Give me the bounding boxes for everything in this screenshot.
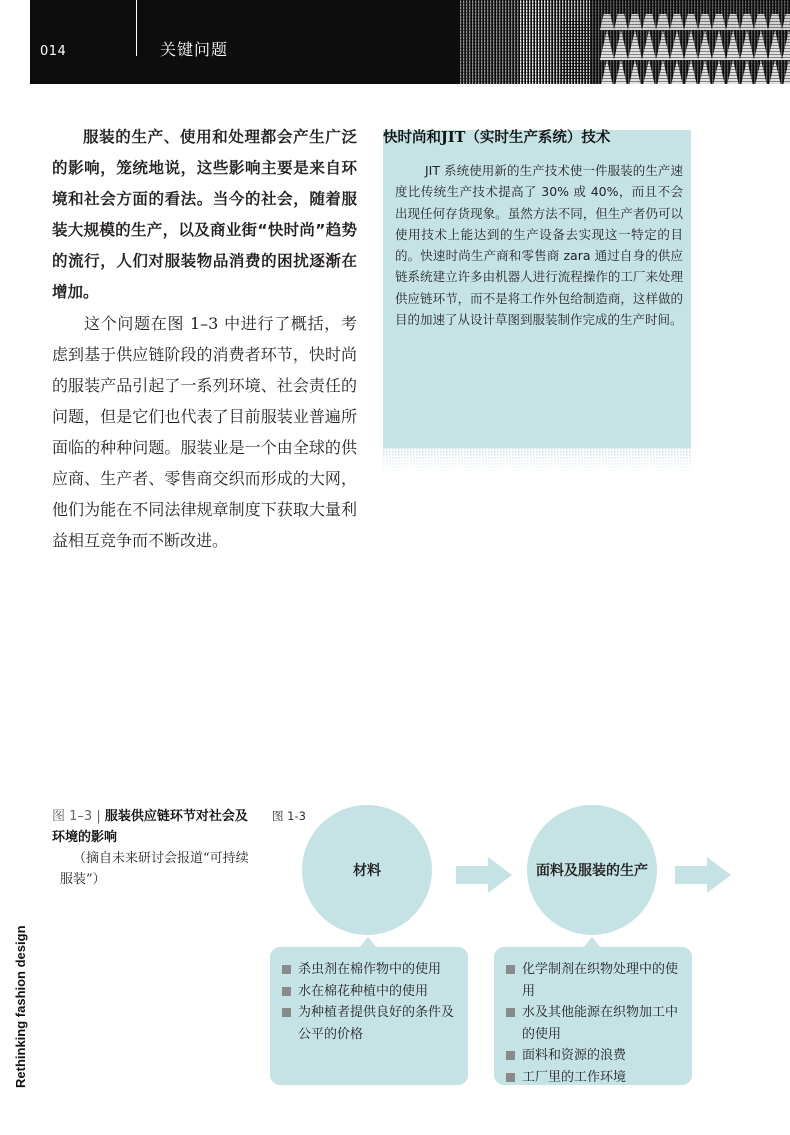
- impact-item: 化学制剂在织物处理中的使用: [506, 959, 682, 1002]
- impact-list: [494, 947, 692, 1088]
- figure-separator: |: [96, 809, 101, 824]
- stage-panel-materials: [270, 947, 468, 1085]
- sidebox-halftone-edge: [383, 448, 691, 474]
- stage-label: 面料及服装的生产: [536, 863, 648, 879]
- sidebox-title: 快时尚和JIT（实时生产系统）技术: [383, 129, 611, 146]
- section-title: 关键问题: [160, 40, 229, 59]
- impact-list: [270, 947, 468, 1045]
- figure-label: 图 1-3: [272, 809, 306, 823]
- page-number: 014: [40, 44, 67, 59]
- stage-label: 材料: [353, 863, 381, 879]
- impact-item: 为种植者提供良好的条件及公平的价格: [282, 1002, 458, 1045]
- impact-item: 杀虫剂在棉作物中的使用: [282, 959, 458, 981]
- book-title-vertical: Rethinking fashion design: [13, 925, 28, 1088]
- arrow-right-icon: [675, 857, 731, 893]
- impact-item: 面料和资源的浪费: [506, 1045, 682, 1067]
- stage-circle-fabric-garment-production: [527, 805, 657, 935]
- arrow-right-icon: [456, 857, 512, 893]
- lead-paragraph: 服装的生产、使用和处理都会产生广泛的影响，笼统地说，这些影响主要是来自环境和社会方面的看法。当今的社会，随着服装大规模的生产，以及商业街“快时尚”趋势的流行，人们对服装物品消费的困扰逐渐在增加。: [52, 128, 357, 301]
- sidebox-text: [395, 160, 683, 330]
- impact-item: 工厂里的工作环境: [506, 1067, 682, 1089]
- figure-source: （摘自未来研讨会报道“可持续服装”）: [60, 851, 249, 887]
- sidebox-paragraph: JIT 系统使用新的生产技术使一件服装的生产速度比传统生产技术提高了 30% 或 40%，而且不会出现任何存货现象。虽然方法不同，但生产者仍可以使用技术上能达到的生产设备去实现这一特定的目的。快速时尚生产商和零售商 zara 通过自身的供应链系统建立许多由机器人进行流程操作的工厂来处理供应链环节，而不是将工作外包给制造商，这样做的目的加速了从设计草图到服装制作完成的生产时间。: [395, 163, 683, 328]
- page-header: [30, 0, 790, 84]
- header-pattern-decoration: [460, 0, 790, 84]
- impact-item: 水及其他能源在织物加工中的使用: [506, 1002, 682, 1045]
- figure-title: 服装供应链环节对社会及环境的影响: [52, 809, 248, 845]
- body-text: [52, 122, 357, 556]
- stage-circle-materials: [302, 805, 432, 935]
- body-paragraph: 这个问题在图 1–3 中进行了概括，考虑到基于供应链阶段的消费者环节，快时尚的服装产品引起了一系列环境、社会责任的问题，但是它们也代表了目前服装业普遍所面临的种种问题。服装业是一个由全球的供应商、生产者、零售商交织而形成的大网，他们为能在不同法律规章制度下获取大量利益相互竞争而不断改进。: [52, 314, 357, 550]
- impact-item: 水在棉花种植中的使用: [282, 981, 458, 1003]
- header-divider: [136, 0, 137, 56]
- stage-panel-production: [494, 947, 692, 1085]
- figure-caption: [52, 806, 257, 848]
- figure-number: 图 1–3: [52, 809, 93, 824]
